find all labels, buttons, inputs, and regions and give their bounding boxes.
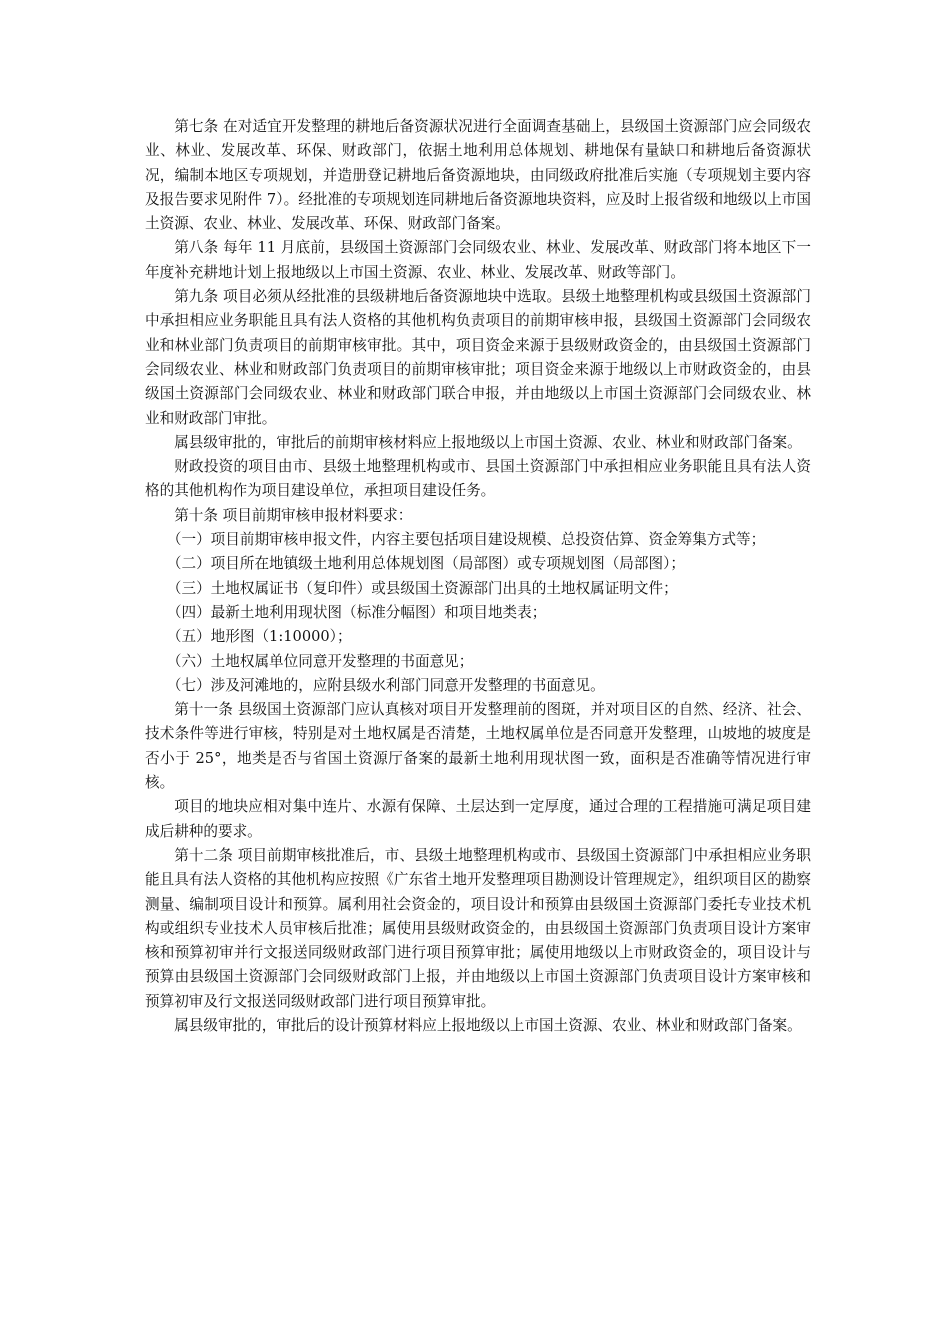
list-item-2: （二）项目所在地镇级土地利用总体规划图（局部图）或专项规划图（局部图）； [166, 555, 685, 573]
article-8-paragraph: 第八条 每年 11 月底前，县级国土资源部门会同级农业、林业、发展改革、财政部门将本地区下一年度补充耕地计划上报地级以上市国土资源、农业、林业、发展改革、财政等部门。 [145, 239, 811, 281]
list-item-7: （七）涉及河滩地的，应附县级水利部门同意开发整理的书面意见。 [166, 676, 605, 694]
article-9-paragraph: 第九条 项目必须从经批准的县级耕地后备资源地块中选取。县级土地整理机构或县级国土资源部门中承担相应业务职能且具有法人资格的其他机构负责项目的前期审核申报，县级国土资源部门会同级农业和林业部门负责项目的前期审核审批。其中，项目资金来源于县级财政资金的，由县级国土资源部门会同级农业、林业和财政部门负责项目的前期审核审批；项目资金来源于地级以上市财政资金的，由县级国土资源部门会同级农业、林业和财政部门联合申报，并由地级以上市国土资源部门会同级农业、林业和财政部门审批。 [145, 288, 811, 427]
list-item-3: （三）土地权属证书（复印件）或县级国土资源部门出具的土地权属证明文件； [166, 579, 678, 597]
list-item-5: （五）地形图（1:10000）； [166, 628, 352, 646]
list-item-6: （六）土地权属单位同意开发整理的书面意见； [166, 652, 474, 670]
article-10-paragraph: 第十条 项目前期审核申报材料要求： [174, 506, 413, 524]
document-page [145, 115, 811, 1038]
fiscal-investment-paragraph: 财政投资的项目由市、县级土地整理机构或市、县国土资源部门中承担相应业务职能且具有法人资格的其他机构作为项目建设单位，承担项目建设任务。 [145, 458, 811, 500]
article-12-paragraph: 第十二条 项目前期审核批准后，市、县级土地整理机构或市、县级国土资源部门中承担相应业务职能且具有法人资格的其他机构应按照《广东省土地开发整理项目勘测设计管理规定》，组织项目区的勘察测量、编制项目设计和预算。属利用社会资金的，项目设计和预算由县级国土资源部门委托专业技术机构或组织专业技术人员审核后批准；属使用县级财政资金的，由县级国土资源部门负责项目设计方案审核和预算初审并行文报送同级财政部门进行项目预算审批；属使用地级以上市财政资金的，项目设计与预算由县级国土资源部门会同级财政部门上报，并由地级以上市国土资源部门负责项目设计方案审核和预算初审及行文报送同级财政部门进行项目预算审批。 [145, 846, 811, 1010]
plot-requirements-paragraph: 项目的地块应相对集中连片、水源有保障、土层达到一定厚度，通过合理的工程措施可满足项目建成后耕种的要求。 [145, 798, 811, 840]
list-item-1: （一）项目前期审核申报文件，内容主要包括项目建设规模、总投资估算、资金筹集方式等； [166, 531, 766, 549]
county-approval-filing-paragraph: 属县级审批的，审批后的前期审核材料应上报地级以上市国土资源、农业、林业和财政部门备案。 [174, 433, 802, 451]
article-7-paragraph: 第七条 在对适宜开发整理的耕地后备资源状况进行全面调查基础上，县级国土资源部门应会同级农业、林业、发展改革、环保、财政部门，依据土地利用总体规划、耕地保有量缺口和耕地后备资源状况，编制本地区专项规划，并造册登记耕地后备资源地块，由同级政府批准后实施（专项规划主要内容及报告要求见附件 7）。经批准的专项规划连同耕地后备资源地块资料，应及时上报省级和地级以上市国土资源、农业、林业、发展改革、环保、财政部门备案。 [145, 118, 811, 233]
list-item-4: （四）最新土地利用现状图（标准分幅图）和项目地类表； [166, 603, 547, 621]
article-11-paragraph: 第十一条 县级国土资源部门应认真核对项目开发整理前的图斑，并对项目区的自然、经济、社会、技术条件等进行审核，特别是对土地权属是否清楚，土地权属单位是否同意开发整理，山坡地的坡度是否小于 25°，地类是否与省国土资源厅备案的最新土地利用现状图一致，面积是否准确等情况进行审核。 [145, 701, 811, 792]
design-budget-filing-paragraph: 属县级审批的，审批后的设计预算材料应上报地级以上市国土资源、农业、林业和财政部门备案。 [174, 1016, 802, 1034]
